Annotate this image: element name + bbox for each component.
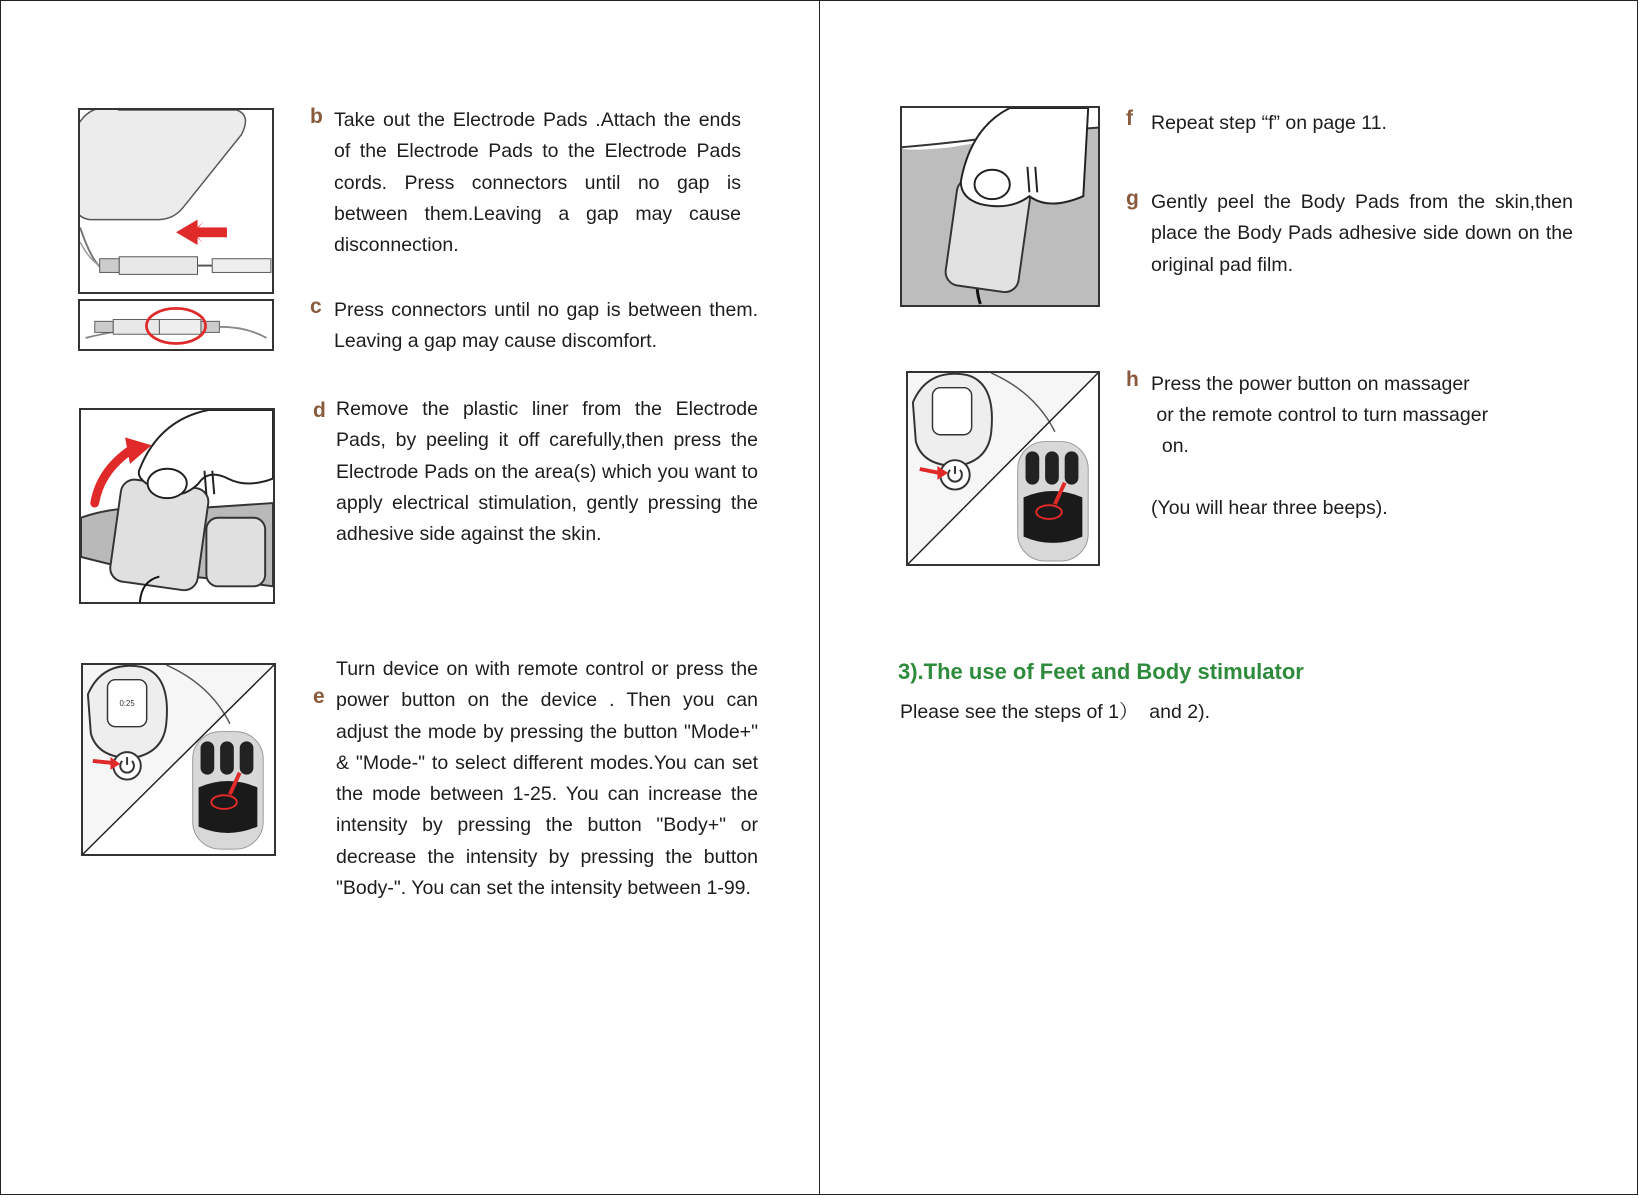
right-page [819,0,1638,1195]
svg-text:0:25: 0:25 [119,699,135,709]
step-b-text: Take out the Electrode Pads .Attach the ends of the Electrode Pads to the Electrode Pads cords. Press connectors until no gap is between them.Leaving a gap may cause disconnection. [334,109,741,257]
section-heading: 3).The use of Feet and Body stimulator [898,659,1304,684]
device-remote-illustration [81,663,276,856]
electrode-pad-connect-illustration [78,108,274,294]
step-e-text: Turn device on with remote control or press the power button on the device . Then you can adjust the mode by pressing the button "Mode+" & "Mode-" to select different modes.You can set the mode between 1-25. You can increase the intensity by pressing the button "Body+" or decrease the intensity by pressing the button "Body-". You can set the intensity between 1-99. [336,658,758,900]
step-d-text: Remove the plastic liner from the Electrode Pads, by peeling it off carefully,then press the Electrode Pads on the area(s) which you want to apply electrical stimulation, gently pressing the adhesive side against the skin. [336,398,758,546]
step-c-text: Press connectors until no gap is between them. Leaving a gap may cause discomfort. [334,299,758,353]
peel-pad-illustration [900,106,1100,307]
left-page [0,0,820,1195]
apply-pad-illustration [79,408,275,604]
power-on-illustration [906,371,1100,566]
step-letter-e: e [313,685,325,708]
step-letter-b: b [310,105,323,128]
section-text: Please see the steps of 1） and 2). [900,701,1211,723]
step-f-text: Repeat step “f” on page 11. [1151,112,1387,134]
step-letter-c: c [310,295,322,318]
step-g-text: Gently peel the Body Pads from the skin,then place the Body Pads adhesive side down on the original pad film. [1151,191,1573,276]
step-letter-h: h [1126,368,1139,391]
connector-closeup-illustration [78,299,274,351]
step-letter-g: g [1126,187,1139,210]
step-letter-d: d [313,399,326,422]
step-letter-f: f [1126,107,1133,130]
step-h-text: Press the power button on massager or the remote control to turn massager on. (You will hear three beeps). [1151,373,1489,519]
